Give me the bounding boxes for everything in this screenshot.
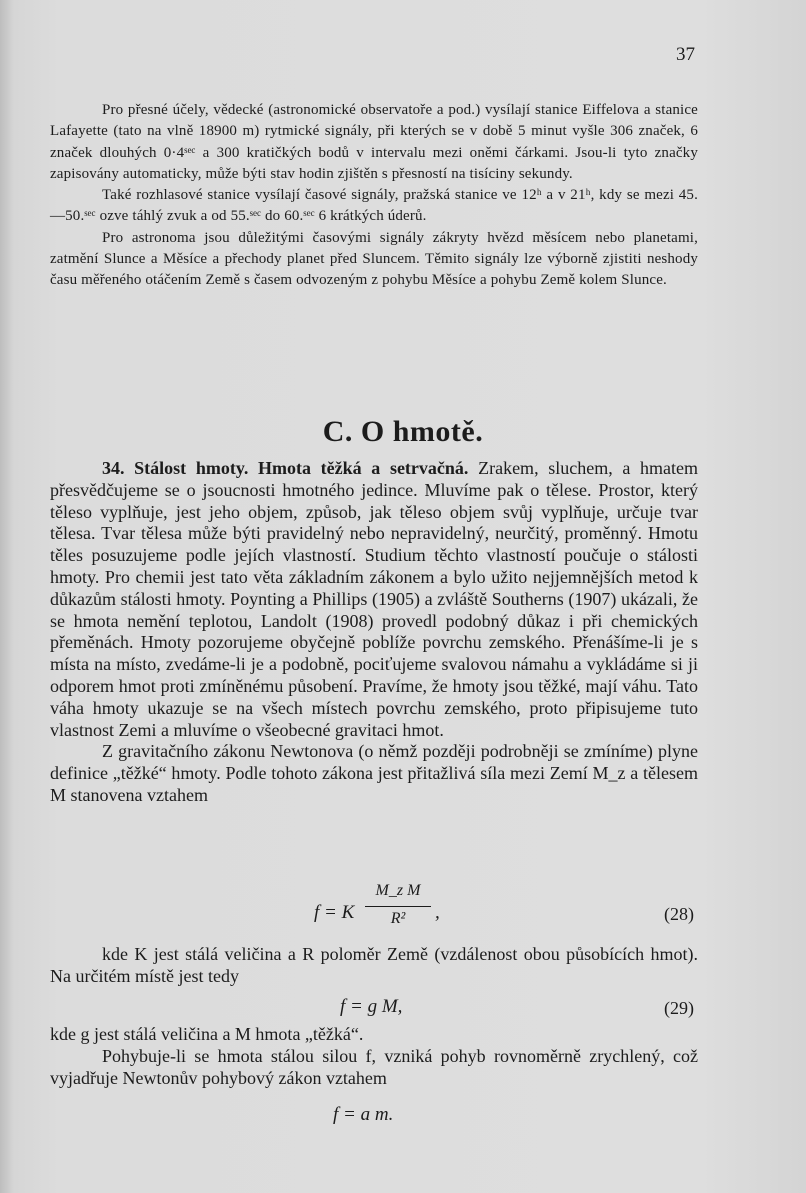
section-heading: C. O hmotě. — [322, 415, 484, 448]
equation-28-denominator: R² — [390, 910, 406, 927]
paragraph-gravitation: Z gravitačního zákonu Newtonova (o němž později podrobněji se zmíníme) plyne definice „těžké“ hmoty. Podle tohoto zákona jest přitažlivá síla mezi Zemí M_z a tělesem M stanovena vztahem — [50, 741, 698, 805]
equation-29: f = g M, — [340, 996, 403, 1017]
paragraph-astronomy-signals: Pro astronoma jsou důležitými časovými signály zákryty hvězd měsícem nebo planetami, zatmění Slunce a Měsíce a přechody planet před Sluncem. Těmito signály lze výborně zjistiti neshody času měřeného otáčením Země s časem odvozeným z pohybu Měsíce a pohybu Země kolem Slunce. — [50, 229, 698, 289]
paragraph-time-signals: Pro přesné účely, vědecké (astronomické observatoře a pod.) vysílají stanice Eiffelova a stanice Lafayette (tato na vlně 18900 m) rytmické signály, při kterých se v době 5 minut vyšle 306 značek, 6 značek dlouhých 0·4ˢᵉᶜ a 300 kratičkých bodů v intervalu mezi oněmi čárkami. Jsou-li tyto značky zapisovány automaticky, může býti stav hodin zjištěn s přesností na tisíciny sekundy. — [50, 102, 698, 182]
paragraph-stalost-hmoty — [50, 458, 698, 741]
equation-28-fraction-bar — [365, 906, 431, 907]
section-34-text — [50, 458, 698, 807]
equation-28-number: (28) — [664, 904, 694, 924]
equation-29-number: (29) — [664, 998, 694, 1018]
paragraph-after-29: kde g jest stálá veličina a M hmota „těžká“. — [50, 1024, 364, 1044]
equation-28-numerator: M_z M — [375, 882, 421, 899]
equation-28-comma: , — [435, 902, 440, 923]
intro-text — [50, 100, 698, 292]
after-equation-28-text — [50, 944, 698, 988]
section-label: 34. Stálost hmoty. Hmota těžká a setrvačná. — [102, 458, 469, 478]
paragraph-after-28: kde K jest stálá veličina a R poloměr Země (vzdálenost obou působících hmot). Na určitém místě jest tedy — [50, 944, 698, 986]
paragraph-radio-signals: Také rozhlasové stanice vysílají časové signály, pražská stanice ve 12ʰ a v 21ʰ, kdy se mezi 45.—50.ˢᵉᶜ ozve táhlý zvuk a od 55.ˢᵉᶜ do 60.ˢᵉᶜ 6 krátkých úderů. — [50, 187, 698, 225]
after-equation-29-text — [50, 1024, 698, 1089]
equation-28-left: f = K — [314, 902, 355, 923]
paragraph-motion-law: Pohybuje-li se hmota stálou silou f, vzniká pohyb rovnoměrně zrychlený, což vyjadřuje Newtonův pohybový zákon vztahem — [50, 1045, 698, 1088]
equation-30: f = a m. — [333, 1104, 394, 1125]
page-number: 37 — [676, 44, 695, 65]
main-paragraph-text: Zrakem, sluchem, a hmatem přesvědčujeme se o jsoucnosti hmotného jedince. Mluvíme pak o tělese. Prostor, který těleso vyplňuje, jest jeho objem, způsob, jak těleso objem svůj vyplňuje, určuje tvar tělesa. Tvar tělesa může býti pravidelný nebo nepravidelný, neurčitý, proměnný. Hmotu těles posuzujeme podle jejích vlastností. Studium těchto vlastností poučuje o stálosti hmoty. Pro chemii jest tato věta základním zákonem a bylo užito nejjemnějších metod k důkazům stálosti hmoty. Poynting a Phillips (1905) a zvláště Southerns (1907) ukázali, že se hmota nemění teplotou, Landolt (1908) provedl podobný důkaz i při chemických přeměnách. Hmoty pozorujeme obyčejně poblíže povrchu zemského. Přenášíme-li je s místa na místo, zvedáme-li je a podobně, pociťujeme svalovou námahu a vykládáme si ji odporem hmot proti zmíněnému působení. Pravíme, že hmoty jsou těžké, mají váhu. Tato váha hmoty ukazuje se na všech místech povrchu zemského, proto připisujeme tuto vlastnost Zemi a mluvíme o všeobecné gravitaci hmot. — [50, 458, 698, 740]
